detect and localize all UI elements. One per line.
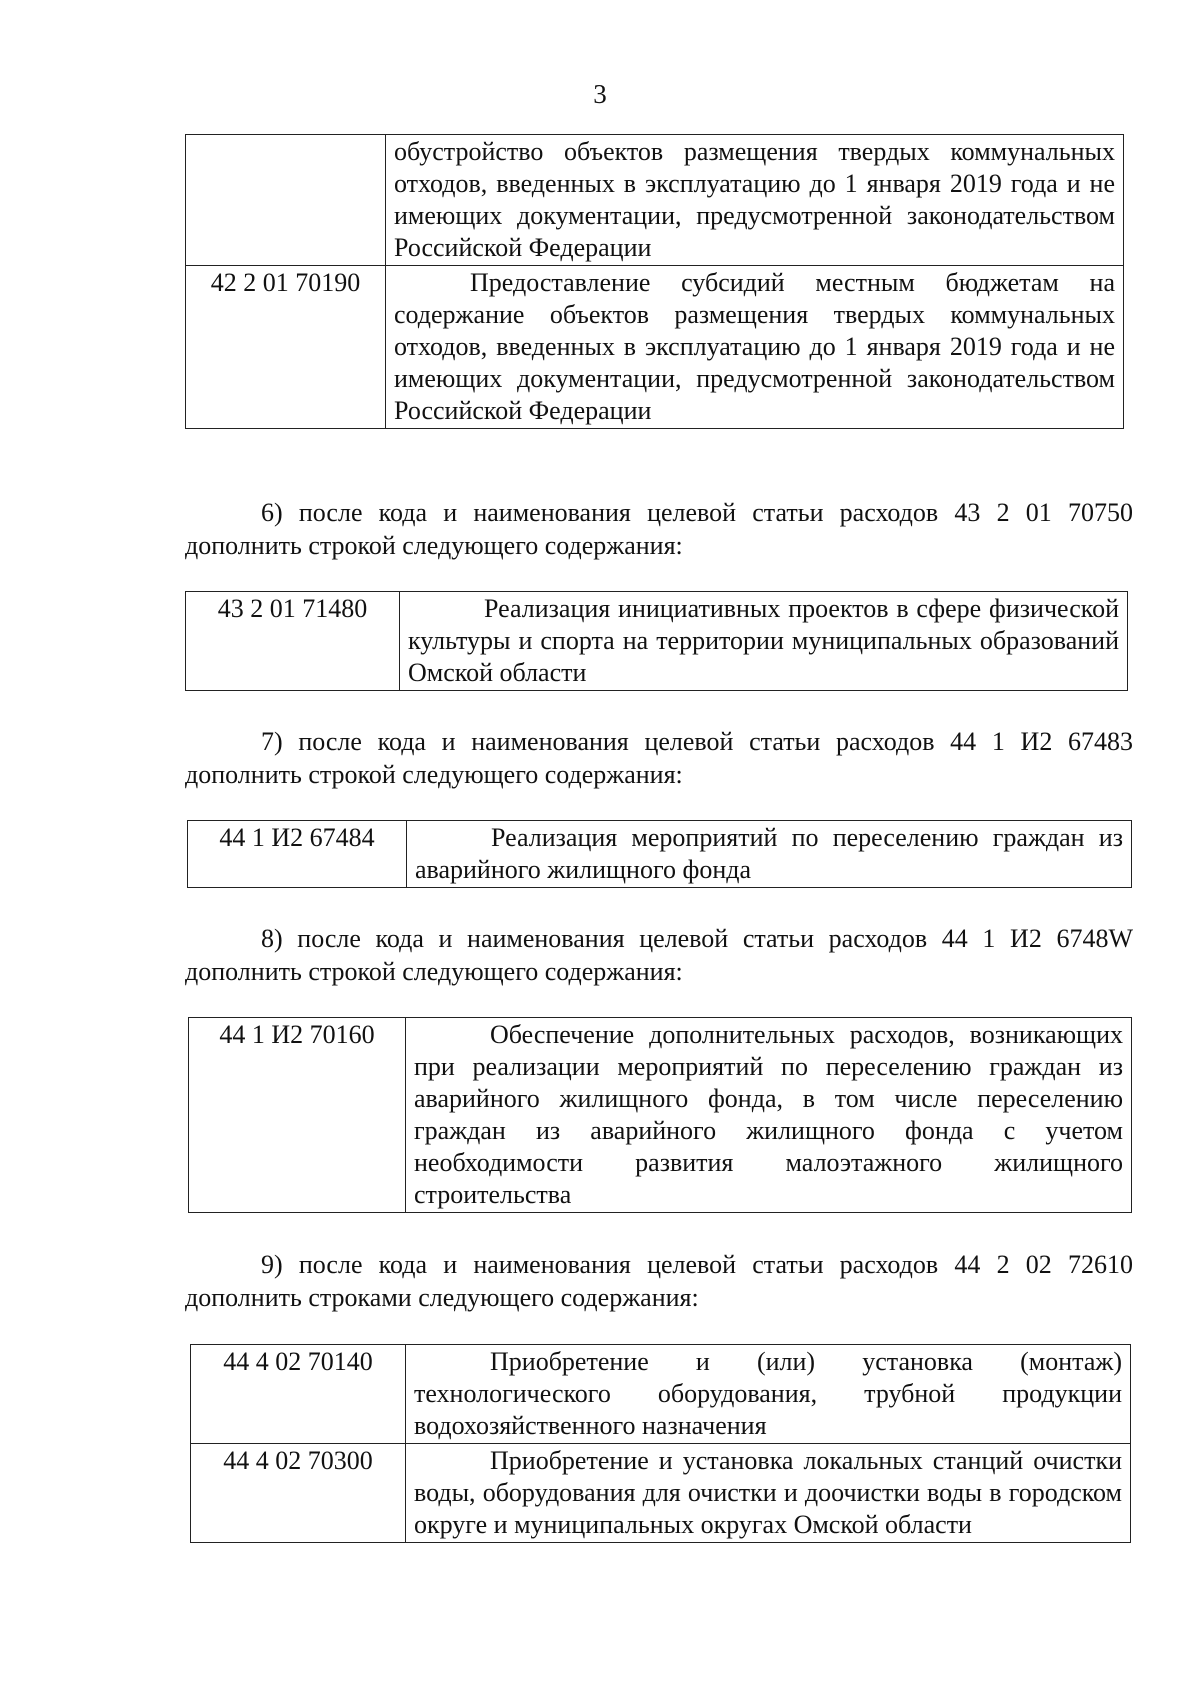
table-row: [186, 592, 1128, 691]
code-cell: 44 4 02 70140: [191, 1345, 406, 1444]
table-row: [189, 1018, 1132, 1213]
code-cell: 44 4 02 70300: [191, 1444, 406, 1543]
description-cell: Предоставление субсидий местным бюджетам на содержание объектов размещения твердых коммунальных отходов, введенных в эксплуатацию до 1 января 2019 года и не имеющих документации, предусмотренной законодательством Российской Федерации: [386, 266, 1124, 429]
table-row: [186, 266, 1124, 429]
code-table-7: [187, 820, 1132, 888]
amendment-paragraph-9: 9) после кода и наименования целевой статьи расходов 44 2 02 72610 дополнить строками следующего содержания:: [185, 1250, 1133, 1312]
table-row: [186, 135, 1124, 266]
description-cell: Приобретение и установка локальных станций очистки воды, оборудования для очистки и доочистки воды в городском округе и муниципальных округах Омской области: [406, 1444, 1131, 1543]
table-row: [191, 1444, 1131, 1543]
amendment-paragraph-7: 7) после кода и наименования целевой статьи расходов 44 1 И2 67483 дополнить строкой следующего содержания:: [185, 727, 1133, 789]
amendment-paragraph-6: 6) после кода и наименования целевой статьи расходов 43 2 01 70750 дополнить строкой следующего содержания:: [185, 498, 1133, 560]
code-table-continuation: [185, 134, 1124, 429]
code-cell: 44 1 И2 70160: [189, 1018, 406, 1213]
code-cell: 43 2 01 71480: [186, 592, 400, 691]
code-table-9: [190, 1344, 1131, 1543]
code-table-8: [188, 1017, 1132, 1213]
code-cell: 44 1 И2 67484: [188, 821, 407, 888]
table-row: [188, 821, 1132, 888]
page-number: 3: [593, 79, 607, 109]
description-cell: Обеспечение дополнительных расходов, возникающих при реализации мероприятий по переселению граждан из аварийного жилищного фонда, в том числе переселению граждан из аварийного жилищного фонда с учетом необходимости развития малоэтажного жилищного строительства: [406, 1018, 1132, 1213]
code-cell: [186, 135, 386, 266]
table-row: [191, 1345, 1131, 1444]
amendment-paragraph-8: 8) после кода и наименования целевой статьи расходов 44 1 И2 6748W дополнить строкой следующего содержания:: [185, 924, 1133, 986]
description-cell: обустройство объектов размещения твердых коммунальных отходов, введенных в эксплуатацию до 1 января 2019 года и не имеющих документации, предусмотренной законодательством Российской Федерации: [386, 135, 1124, 266]
description-cell: Реализация мероприятий по переселению граждан из аварийного жилищного фонда: [407, 821, 1132, 888]
description-cell: Реализация инициативных проектов в сфере физической культуры и спорта на территории муниципальных образований Омской области: [400, 592, 1128, 691]
description-cell: Приобретение и (или) установка (монтаж) технологического оборудования, трубной продукции водохозяйственного назначения: [406, 1345, 1131, 1444]
code-cell: 42 2 01 70190: [186, 266, 386, 429]
code-table-6: [185, 591, 1128, 691]
